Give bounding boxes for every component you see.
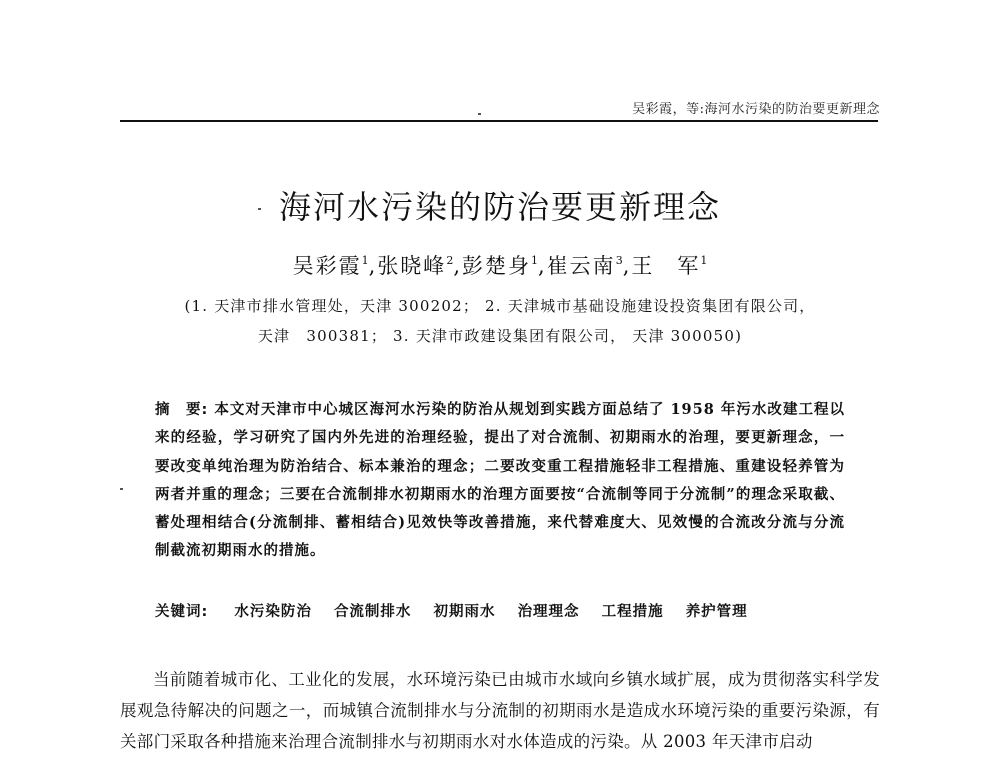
keyword: 工程措施 bbox=[601, 603, 664, 620]
keyword: 水污染防治 bbox=[234, 603, 312, 620]
affiliations-line-2: 天津 300381； 3. 天津市政建设集团有限公司， 天津 300050) bbox=[257, 327, 743, 345]
author-affil-mark: 1 bbox=[361, 254, 369, 267]
keywords-label: 关键词: bbox=[155, 604, 209, 620]
author-name: 彭楚身 bbox=[462, 254, 531, 278]
author-name: 王 军 bbox=[631, 254, 701, 278]
scan-speck bbox=[478, 113, 481, 115]
scan-speck bbox=[120, 488, 123, 490]
header-rule bbox=[120, 120, 878, 122]
author-affil-mark: 2 bbox=[446, 254, 454, 267]
keyword: 合流制排水 bbox=[333, 603, 412, 620]
keyword: 初期雨水 bbox=[433, 603, 496, 620]
abstract bbox=[155, 396, 845, 566]
author-name: 崔云南 bbox=[546, 254, 616, 278]
abstract-text: 本文对天津市中心城区海河水污染的防治从规划到实践方面总结了 1958 年污水改建工程以来的经验，学习研究了国内外先进的治理经验，提出了对合流制、初期雨水的治理，要更新理念，一要改变单纯治理为防治结合、标本兼治的理念；二要改变重工程措施轻非工程措施、重建设轻养管为两者并重的理念；三要在合流制排水初期雨水的治理方面要按“合流制等同于分流制”的理念采取截、蓄处理相结合(分流制排、蓄相结合)见效快等改善措施，来代替难度大、见效慢的合流改分流与分流制截流初期雨水的措施。 bbox=[155, 401, 845, 560]
author-affil-mark: 3 bbox=[615, 254, 623, 267]
author-list: 吴彩霞$^1$,张晓峰$^2$,彭楚身$^1$,崔云南$^3$,王 军$^1$ bbox=[292, 254, 708, 278]
author-name: 吴彩霞 bbox=[292, 254, 362, 278]
body-paragraph: 当前随着城市化、工业化的发展，水环境污染已由城市水域向乡镇水域扩展，成为贯彻落实科学发展观急待解决的问题之一，而城镇合流制排水与分流制的初期雨水是造成水环境污染的重要污染源，有关部门采取各种措施来治理合流制排水与初期雨水对水体造成的污染。从 2003 年天津市启动 bbox=[120, 670, 880, 751]
affiliations-line-1: (1. 天津市排水管理处，天津 300202； 2. 天津城市基础设施建设投资集团有限公司， bbox=[184, 297, 816, 315]
abstract-label: 摘 要: bbox=[155, 402, 209, 418]
keyword: 治理理念 bbox=[517, 603, 580, 620]
keyword: 养护管理 bbox=[685, 603, 748, 620]
running-header: 吴彩霞，等:海河水污染的防治要更新理念 bbox=[632, 102, 880, 117]
author-affil-mark: 1 bbox=[700, 254, 708, 267]
paper-title: 海河水污染的防治要更新理念 bbox=[278, 188, 721, 226]
keywords bbox=[155, 600, 748, 621]
author-affil-mark: 1 bbox=[531, 254, 538, 267]
author-name: 张晓峰 bbox=[377, 254, 447, 278]
